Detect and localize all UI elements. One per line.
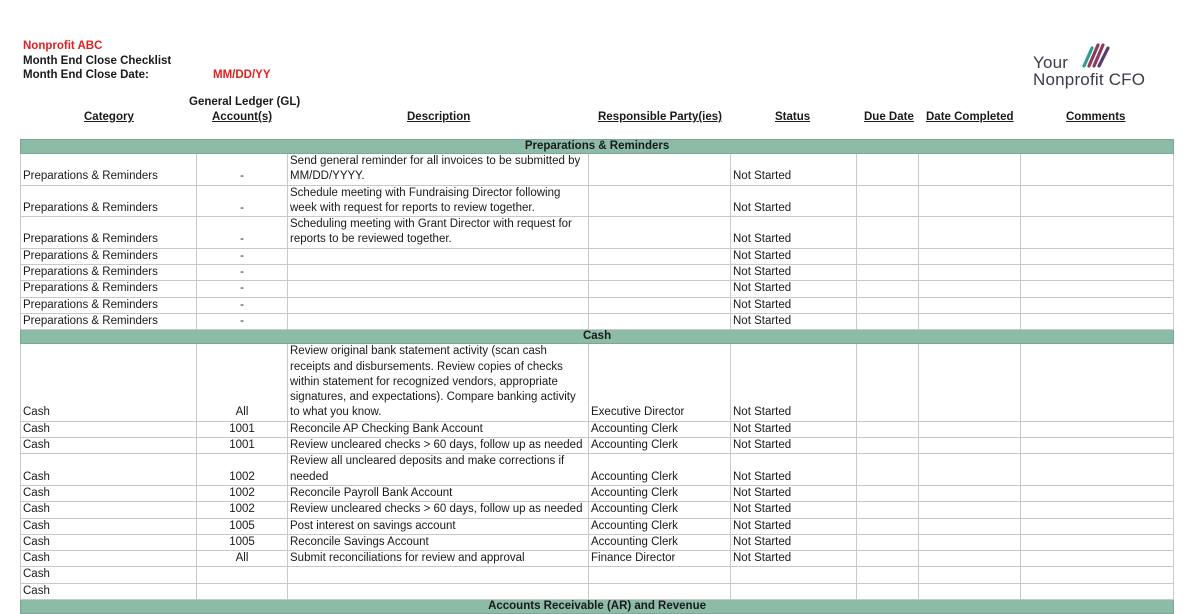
row-gl-account[interactable]: 1002 xyxy=(197,454,288,486)
row-status[interactable]: Not Started xyxy=(731,518,857,534)
row-due-date[interactable] xyxy=(857,534,919,550)
row-due-date[interactable] xyxy=(857,438,919,454)
row-due-date[interactable] xyxy=(857,502,919,518)
row-date-completed[interactable] xyxy=(919,534,1021,550)
section-header-ar-revenue xyxy=(21,600,1174,614)
logo-text-line1: Your xyxy=(1033,53,1069,72)
row-status[interactable]: Not Started xyxy=(731,344,857,421)
col-header-date-completed: Date Completed xyxy=(926,111,1014,123)
row-comments[interactable] xyxy=(1021,185,1174,217)
row-description[interactable] xyxy=(288,313,589,329)
row-comments[interactable] xyxy=(1021,248,1174,264)
row-gl-account[interactable]: - xyxy=(197,248,288,264)
table-row xyxy=(21,248,1174,264)
row-category[interactable]: Preparations & Reminders xyxy=(21,281,197,297)
row-date-completed[interactable] xyxy=(919,567,1021,583)
row-responsible[interactable] xyxy=(589,297,731,313)
row-status[interactable] xyxy=(731,583,857,599)
row-gl-account[interactable]: - xyxy=(197,154,288,186)
row-status[interactable]: Not Started xyxy=(731,438,857,454)
row-status[interactable]: Not Started xyxy=(731,534,857,550)
row-description[interactable] xyxy=(288,583,589,599)
col-header-description: Description xyxy=(407,111,471,123)
row-due-date[interactable] xyxy=(857,344,919,421)
row-date-completed[interactable] xyxy=(919,265,1021,281)
row-gl-account[interactable]: - xyxy=(197,185,288,217)
row-date-completed[interactable] xyxy=(919,438,1021,454)
org-name: Nonprofit ABC xyxy=(23,40,103,52)
row-category[interactable]: Cash xyxy=(21,502,197,518)
row-description[interactable]: Send general reminder for all invoices to be submitted by MM/DD/YYYY. xyxy=(288,154,589,186)
row-gl-account[interactable]: All xyxy=(197,344,288,421)
row-description[interactable]: Review uncleared checks > 60 days, follow up as needed xyxy=(288,502,589,518)
table-row xyxy=(21,217,1174,249)
col-header-responsible: Responsible Party(ies) xyxy=(598,111,722,123)
row-description[interactable] xyxy=(288,567,589,583)
table-row xyxy=(21,454,1174,486)
close-date-label: Month End Close Date: xyxy=(23,69,149,81)
row-responsible[interactable]: Accounting Clerk xyxy=(589,421,731,437)
row-status[interactable]: Not Started xyxy=(731,281,857,297)
row-responsible[interactable]: Accounting Clerk xyxy=(589,502,731,518)
row-category[interactable]: Preparations & Reminders xyxy=(21,297,197,313)
row-description[interactable] xyxy=(288,281,589,297)
col-header-gl-top: General Ledger (GL) xyxy=(189,96,301,108)
table-row xyxy=(21,534,1174,550)
row-comments[interactable] xyxy=(1021,265,1174,281)
row-responsible[interactable] xyxy=(589,583,731,599)
section-title: Cash xyxy=(21,330,1174,344)
row-responsible[interactable]: Finance Director xyxy=(589,551,731,567)
row-gl-account[interactable]: 1001 xyxy=(197,421,288,437)
row-comments[interactable] xyxy=(1021,438,1174,454)
row-responsible[interactable] xyxy=(589,217,731,249)
row-description[interactable] xyxy=(288,265,589,281)
table-row xyxy=(21,485,1174,501)
row-due-date[interactable] xyxy=(857,281,919,297)
checklist-title: Month End Close Checklist xyxy=(23,54,172,67)
sheet-header xyxy=(23,39,271,83)
row-gl-account[interactable]: - xyxy=(197,313,288,329)
row-responsible[interactable] xyxy=(589,185,731,217)
table-row xyxy=(21,551,1174,567)
row-date-completed[interactable] xyxy=(919,485,1021,501)
row-responsible[interactable] xyxy=(589,265,731,281)
row-gl-account[interactable] xyxy=(197,583,288,599)
row-responsible[interactable] xyxy=(589,154,731,186)
row-status[interactable]: Not Started xyxy=(731,313,857,329)
row-gl-account[interactable]: 1001 xyxy=(197,438,288,454)
section-header-cash xyxy=(21,330,1174,344)
row-due-date[interactable] xyxy=(857,297,919,313)
row-comments[interactable] xyxy=(1021,583,1174,599)
row-date-completed[interactable] xyxy=(919,454,1021,486)
row-due-date[interactable] xyxy=(857,454,919,486)
row-comments[interactable] xyxy=(1021,518,1174,534)
row-status[interactable]: Not Started xyxy=(731,485,857,501)
close-date-row xyxy=(23,68,271,83)
row-comments[interactable] xyxy=(1021,154,1174,186)
row-status[interactable]: Not Started xyxy=(731,185,857,217)
row-gl-account[interactable]: - xyxy=(197,297,288,313)
row-date-completed[interactable] xyxy=(919,502,1021,518)
row-due-date[interactable] xyxy=(857,265,919,281)
table-row xyxy=(21,502,1174,518)
row-comments[interactable] xyxy=(1021,344,1174,421)
table-row xyxy=(21,567,1174,583)
row-date-completed[interactable] xyxy=(919,344,1021,421)
row-date-completed[interactable] xyxy=(919,154,1021,186)
row-comments[interactable] xyxy=(1021,454,1174,486)
row-comments[interactable] xyxy=(1021,313,1174,329)
row-date-completed[interactable] xyxy=(919,217,1021,249)
row-description[interactable]: Reconcile Payroll Bank Account xyxy=(288,485,589,501)
row-gl-account[interactable]: 1005 xyxy=(197,518,288,534)
row-due-date[interactable] xyxy=(857,421,919,437)
table-row xyxy=(21,583,1174,599)
row-comments[interactable] xyxy=(1021,421,1174,437)
row-comments[interactable] xyxy=(1021,217,1174,249)
row-comments[interactable] xyxy=(1021,534,1174,550)
row-category[interactable]: Cash xyxy=(21,518,197,534)
row-date-completed[interactable] xyxy=(919,518,1021,534)
row-due-date[interactable] xyxy=(857,313,919,329)
row-description[interactable]: Review uncleared checks > 60 days, follow up as needed xyxy=(288,438,589,454)
row-category[interactable]: Preparations & Reminders xyxy=(21,185,197,217)
row-status[interactable]: Not Started xyxy=(731,502,857,518)
row-category[interactable]: Cash xyxy=(21,344,197,421)
row-comments[interactable] xyxy=(1021,281,1174,297)
row-description[interactable] xyxy=(288,297,589,313)
row-category[interactable]: Cash xyxy=(21,567,197,583)
close-date-value[interactable]: MM/DD/YY xyxy=(213,69,271,81)
row-status[interactable]: Not Started xyxy=(731,551,857,567)
row-date-completed[interactable] xyxy=(919,185,1021,217)
row-responsible[interactable]: Executive Director xyxy=(589,344,731,421)
row-date-completed[interactable] xyxy=(919,421,1021,437)
table-row xyxy=(21,438,1174,454)
row-due-date[interactable] xyxy=(857,185,919,217)
row-date-completed[interactable] xyxy=(919,583,1021,599)
row-description[interactable]: Scheduling meeting with Grant Director with request for reports to be reviewed together. xyxy=(288,217,589,249)
row-status[interactable]: Not Started xyxy=(731,265,857,281)
table-row xyxy=(21,154,1174,186)
row-status[interactable]: Not Started xyxy=(731,154,857,186)
row-comments[interactable] xyxy=(1021,297,1174,313)
row-responsible[interactable] xyxy=(589,567,731,583)
row-category[interactable]: Cash xyxy=(21,438,197,454)
row-gl-account[interactable]: All xyxy=(197,551,288,567)
row-category[interactable]: Preparations & Reminders xyxy=(21,217,197,249)
company-logo xyxy=(1031,42,1171,94)
row-status[interactable] xyxy=(731,567,857,583)
row-comments[interactable] xyxy=(1021,485,1174,501)
logo-mark-icon xyxy=(1082,42,1110,68)
col-header-status: Status xyxy=(775,111,811,123)
logo-text-line2: Nonprofit CFO xyxy=(1033,70,1146,89)
row-status[interactable]: Not Started xyxy=(731,217,857,249)
row-category[interactable]: Preparations & Reminders xyxy=(21,313,197,329)
row-date-completed[interactable] xyxy=(919,313,1021,329)
row-category[interactable]: Preparations & Reminders xyxy=(21,154,197,186)
row-description[interactable]: Post interest on savings account xyxy=(288,518,589,534)
table-row xyxy=(21,344,1174,421)
table-row xyxy=(21,313,1174,329)
col-header-comments: Comments xyxy=(1066,111,1126,123)
row-category[interactable]: Preparations & Reminders xyxy=(21,248,197,264)
checklist-table xyxy=(20,139,1174,614)
row-gl-account[interactable]: 1002 xyxy=(197,485,288,501)
row-comments[interactable] xyxy=(1021,567,1174,583)
col-header-gl-accounts: Account(s) xyxy=(212,111,273,123)
row-category[interactable]: Preparations & Reminders xyxy=(21,265,197,281)
row-description[interactable]: Review original bank statement activity (scan cash receipts and disbursements. Review copies of checks within statement for recognized vendors, appropriate signatures, and expectations). Compare banking activity to what you know. xyxy=(288,344,589,421)
row-gl-account[interactable]: - xyxy=(197,281,288,297)
row-gl-account[interactable] xyxy=(197,567,288,583)
row-responsible[interactable]: Accounting Clerk xyxy=(589,485,731,501)
row-category[interactable]: Cash xyxy=(21,454,197,486)
row-responsible[interactable] xyxy=(589,248,731,264)
row-status[interactable]: Not Started xyxy=(731,421,857,437)
row-responsible[interactable]: Accounting Clerk xyxy=(589,518,731,534)
row-due-date[interactable] xyxy=(857,583,919,599)
row-category[interactable]: Cash xyxy=(21,421,197,437)
row-responsible[interactable] xyxy=(589,313,731,329)
row-category[interactable]: Cash xyxy=(21,551,197,567)
col-header-category: Category xyxy=(84,111,134,123)
row-responsible[interactable] xyxy=(589,281,731,297)
row-gl-account[interactable]: 1005 xyxy=(197,534,288,550)
col-header-due-date: Due Date xyxy=(864,111,914,123)
row-due-date[interactable] xyxy=(857,248,919,264)
row-due-date[interactable] xyxy=(857,518,919,534)
row-category[interactable]: Cash xyxy=(21,583,197,599)
row-status[interactable]: Not Started xyxy=(731,248,857,264)
section-header-preparations: Preparations & Reminders xyxy=(21,140,1174,154)
row-responsible[interactable]: Accounting Clerk xyxy=(589,454,731,486)
table-row xyxy=(21,518,1174,534)
row-date-completed[interactable] xyxy=(919,297,1021,313)
row-description[interactable]: Schedule meeting with Fundraising Director following week with request for reports to review together. xyxy=(288,185,589,217)
row-category[interactable]: Cash xyxy=(21,485,197,501)
row-description[interactable]: Reconcile Savings Account xyxy=(288,534,589,550)
row-responsible[interactable]: Accounting Clerk xyxy=(589,438,731,454)
table-row xyxy=(21,281,1174,297)
row-due-date[interactable] xyxy=(857,485,919,501)
row-responsible[interactable]: Accounting Clerk xyxy=(589,534,731,550)
row-comments[interactable] xyxy=(1021,502,1174,518)
row-due-date[interactable] xyxy=(857,567,919,583)
table-row xyxy=(21,265,1174,281)
row-gl-account[interactable]: - xyxy=(197,265,288,281)
row-gl-account[interactable]: - xyxy=(197,217,288,249)
row-comments[interactable] xyxy=(1021,551,1174,567)
row-status[interactable]: Not Started xyxy=(731,454,857,486)
row-date-completed[interactable] xyxy=(919,248,1021,264)
row-description[interactable]: Reconcile AP Checking Bank Account xyxy=(288,421,589,437)
row-description[interactable]: Submit reconciliations for review and approval xyxy=(288,551,589,567)
row-due-date[interactable] xyxy=(857,551,919,567)
row-due-date[interactable] xyxy=(857,154,919,186)
row-status[interactable]: Not Started xyxy=(731,297,857,313)
row-date-completed[interactable] xyxy=(919,281,1021,297)
row-description[interactable] xyxy=(288,248,589,264)
section-title: Accounts Receivable (AR) and Revenue xyxy=(21,600,1174,614)
table-row xyxy=(21,297,1174,313)
row-category[interactable]: Cash xyxy=(21,534,197,550)
row-description[interactable]: Review all uncleared deposits and make corrections if needed xyxy=(288,454,589,486)
row-due-date[interactable] xyxy=(857,217,919,249)
row-date-completed[interactable] xyxy=(919,551,1021,567)
table-row xyxy=(21,421,1174,437)
table-row xyxy=(21,185,1174,217)
row-gl-account[interactable]: 1002 xyxy=(197,502,288,518)
